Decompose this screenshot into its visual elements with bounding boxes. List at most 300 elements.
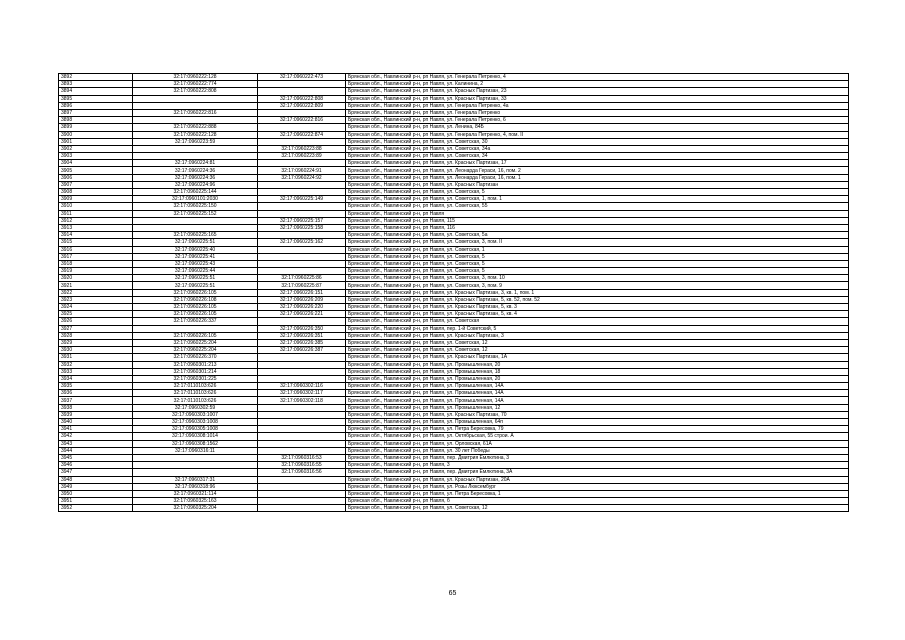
table-row bbox=[59, 447, 849, 454]
row-number-cell: 3927 bbox=[59, 325, 133, 332]
table-row bbox=[59, 174, 849, 181]
address-cell: Брянская обл., Навлинский р-н, рп Навля, б bbox=[346, 498, 849, 505]
table-row bbox=[59, 462, 849, 469]
address-cell: Брянская обл., Навлинский р-н, рп Навля, ул. Советская, 12 bbox=[346, 505, 849, 512]
object-cadastral-number-cell bbox=[258, 426, 346, 433]
address-cell: Брянская обл., Навлинский р-н, рп Навля, ул. Октябрьская, 55 строи. А bbox=[346, 433, 849, 440]
table-row bbox=[59, 304, 849, 311]
address-cell: Брянская обл., Навлинский р-н, рп Навля, ул. Советская, 3, пом. II bbox=[346, 239, 849, 246]
row-number-cell: 3908 bbox=[59, 189, 133, 196]
cadastral-number-cell: 32:17:0110103:626 bbox=[133, 390, 258, 397]
row-number-cell: 3946 bbox=[59, 462, 133, 469]
object-cadastral-number-cell: 32:17:0960226:385 bbox=[258, 339, 346, 346]
table-row bbox=[59, 498, 849, 505]
row-number-cell: 3929 bbox=[59, 339, 133, 346]
cadastral-number-cell: 32:17:0960225:43 bbox=[133, 260, 258, 267]
table-row bbox=[59, 88, 849, 95]
page-number: 65 bbox=[448, 590, 457, 597]
object-cadastral-number-cell: 32:17:0960226:151 bbox=[258, 289, 346, 296]
address-cell: Брянская обл., Навлинский р-н, рп Навля bbox=[346, 210, 849, 217]
row-number-cell: 3915 bbox=[59, 239, 133, 246]
table-row bbox=[59, 131, 849, 138]
table-row bbox=[59, 95, 849, 102]
object-cadastral-number-cell bbox=[258, 253, 346, 260]
row-number-cell: 3906 bbox=[59, 174, 133, 181]
object-cadastral-number-cell bbox=[258, 189, 346, 196]
address-cell: Брянская обл., Навлинский р-н, рп Навля, пер. 1-й Советский, 5 bbox=[346, 325, 849, 332]
address-cell: Брянская обл., Навлинский р-н, рп Навля, ул. Красных Партизан, 5, кв. 3 bbox=[346, 304, 849, 311]
table-row bbox=[59, 397, 849, 404]
address-cell: Брянская обл., Навлинский р-н, рп Навля, ул. Советская, 5 bbox=[346, 189, 849, 196]
cadastral-number-cell: 32:17:0960226:105 bbox=[133, 311, 258, 318]
object-cadastral-number-cell bbox=[258, 160, 346, 167]
cadastral-number-cell: 32:17:0960225:165 bbox=[133, 232, 258, 239]
address-cell: Брянская обл., Навлинский р-н, рп Навля, ул. Промышленная, 20 bbox=[346, 375, 849, 382]
row-number-cell: 3934 bbox=[59, 375, 133, 382]
row-number-cell: 3894 bbox=[59, 88, 133, 95]
table-row bbox=[59, 426, 849, 433]
cadastral-number-cell bbox=[133, 454, 258, 461]
address-cell: Брянская обл., Навлинский р-н, рп Навля, ул. Советская, 34 bbox=[346, 153, 849, 160]
object-cadastral-number-cell bbox=[258, 498, 346, 505]
object-cadastral-number-cell: 32:17:0960225:162 bbox=[258, 239, 346, 246]
table-row bbox=[59, 203, 849, 210]
table-row bbox=[59, 375, 849, 382]
row-number-cell: 3928 bbox=[59, 332, 133, 339]
cadastral-number-cell: 32:17:0960225:40 bbox=[133, 246, 258, 253]
object-cadastral-number-cell bbox=[258, 476, 346, 483]
row-number-cell: 3893 bbox=[59, 81, 133, 88]
row-number-cell: 3931 bbox=[59, 354, 133, 361]
cadastral-number-cell: 32:17:0960226:105 bbox=[133, 332, 258, 339]
address-cell: Брянская обл., Навлинский р-н, рп Навля, ул. Советская, 12 bbox=[346, 339, 849, 346]
table-row bbox=[59, 282, 849, 289]
object-cadastral-number-cell bbox=[258, 419, 346, 426]
table-row bbox=[59, 239, 849, 246]
object-cadastral-number-cell: 32:17:0960222:809 bbox=[258, 102, 346, 109]
object-cadastral-number-cell bbox=[258, 210, 346, 217]
row-number-cell: 3911 bbox=[59, 210, 133, 217]
table-row bbox=[59, 332, 849, 339]
table-row bbox=[59, 210, 849, 217]
object-cadastral-number-cell bbox=[258, 404, 346, 411]
object-cadastral-number-cell bbox=[258, 260, 346, 267]
address-cell: Брянская обл., Навлинский р-н, рп Навля, ул. Красных Партизан, 23 bbox=[346, 88, 849, 95]
object-cadastral-number-cell bbox=[258, 268, 346, 275]
row-number-cell: 3897 bbox=[59, 109, 133, 116]
table-row bbox=[59, 411, 849, 418]
address-cell: Брянская обл., Навлинский р-н, рп Навля, ул. Красных Партизан, 70 bbox=[346, 411, 849, 418]
row-number-cell: 3905 bbox=[59, 167, 133, 174]
object-cadastral-number-cell bbox=[258, 490, 346, 497]
cadastral-number-cell: 32:17:0960225:44 bbox=[133, 268, 258, 275]
table-row bbox=[59, 440, 849, 447]
address-cell: Брянская обл., Навлинский р-н, рп Навля, ул. Красных Партизан bbox=[346, 181, 849, 188]
table-row bbox=[59, 483, 849, 490]
cadastral-number-cell: 32:17:0110103:626 bbox=[133, 397, 258, 404]
cadastral-number-cell: 32:17:0960223:59 bbox=[133, 138, 258, 145]
cadastral-number-cell: 32:17:0960301:213 bbox=[133, 361, 258, 368]
table-row bbox=[59, 404, 849, 411]
address-cell: Брянская обл., Навлинский р-н, рп Навля, ул. Советская bbox=[346, 318, 849, 325]
address-cell: Брянская обл., Навлинский р-н, рп Навля, ул. Генерала Петренко, 4а bbox=[346, 102, 849, 109]
table-row bbox=[59, 124, 849, 131]
row-number-cell: 3899 bbox=[59, 124, 133, 131]
table-row bbox=[59, 390, 849, 397]
cadastral-number-cell bbox=[133, 224, 258, 231]
cadastral-number-cell: 32:17:0960303:1007 bbox=[133, 411, 258, 418]
address-cell: Брянская обл., Навлинский р-н, рп Навля, ул. Петра Бересовка, 1 bbox=[346, 490, 849, 497]
row-number-cell: 3895 bbox=[59, 95, 133, 102]
object-cadastral-number-cell: 32:17:0960226:351 bbox=[258, 332, 346, 339]
row-number-cell: 3913 bbox=[59, 224, 133, 231]
address-cell: Брянская обл., Навлинский р-н, рп Навля, ул. Советская, 12 bbox=[346, 347, 849, 354]
object-cadastral-number-cell bbox=[258, 447, 346, 454]
address-cell: Брянская обл., Навлинский р-н, рп Навля, ул. Советская, 55 bbox=[346, 203, 849, 210]
table-row bbox=[59, 117, 849, 124]
address-cell: Брянская обл., Навлинский р-н, рп Навля, ул. Промышленная, 14А bbox=[346, 383, 849, 390]
address-cell: Брянская обл., Навлинский р-н, рп Навля, ул. Леонарда Гераси, 16, пом. 1 bbox=[346, 174, 849, 181]
row-number-cell: 3909 bbox=[59, 196, 133, 203]
object-cadastral-number-cell bbox=[258, 81, 346, 88]
cadastral-number-cell: 32:17:0960225:152 bbox=[133, 210, 258, 217]
object-cadastral-number-cell: 32:17:0960302:117 bbox=[258, 390, 346, 397]
row-number-cell: 3937 bbox=[59, 397, 133, 404]
address-cell: Брянская обл., Навлинский р-н, рп Навля, ул. 30 лет Победы bbox=[346, 447, 849, 454]
table-row bbox=[59, 253, 849, 260]
row-number-cell: 3941 bbox=[59, 426, 133, 433]
table-row bbox=[59, 81, 849, 88]
object-cadastral-number-cell: 32:17:0960302:116 bbox=[258, 383, 346, 390]
cadastral-number-cell: 32:17:0960226:105 bbox=[133, 304, 258, 311]
table-row bbox=[59, 490, 849, 497]
address-cell: Брянская обл., Навлинский р-н, рп Навля, ул. Красных Партизан, 1А bbox=[346, 354, 849, 361]
object-cadastral-number-cell bbox=[258, 138, 346, 145]
object-cadastral-number-cell: 32:17:0960222:816 bbox=[258, 117, 346, 124]
object-cadastral-number-cell: 32:17:0960223:89 bbox=[258, 153, 346, 160]
object-cadastral-number-cell: 32:17:0960222:473 bbox=[258, 74, 346, 81]
cadastral-number-cell: 32:17:0960225:51 bbox=[133, 282, 258, 289]
row-number-cell: 3912 bbox=[59, 217, 133, 224]
object-cadastral-number-cell: 32:17:0960225:158 bbox=[258, 224, 346, 231]
row-number-cell: 3902 bbox=[59, 145, 133, 152]
row-number-cell: 3939 bbox=[59, 411, 133, 418]
row-number-cell: 3918 bbox=[59, 260, 133, 267]
cadastral-number-cell: 32:17:0960226:105 bbox=[133, 289, 258, 296]
row-number-cell: 3943 bbox=[59, 440, 133, 447]
object-cadastral-number-cell bbox=[258, 246, 346, 253]
address-cell: Брянская обл., Навлинский р-н, рп Навля, 116 bbox=[346, 224, 849, 231]
cadastral-number-cell: 32:17:0960224:36 bbox=[133, 167, 258, 174]
cadastral-number-cell: 32:17:0960224:81 bbox=[133, 160, 258, 167]
row-number-cell: 3900 bbox=[59, 131, 133, 138]
address-cell: Брянская обл., Навлинский р-н, рп Навля, ул. Генерала Петренко, 6 bbox=[346, 117, 849, 124]
table-row bbox=[59, 145, 849, 152]
cadastral-number-cell: 32:17:0960308:1562 bbox=[133, 440, 258, 447]
address-cell: Брянская обл., Навлинский р-н, рп Навля, 3 bbox=[346, 462, 849, 469]
object-cadastral-number-cell: 32:17:0960316:56 bbox=[258, 469, 346, 476]
cadastral-number-cell: 32:17:0960222:808 bbox=[133, 88, 258, 95]
address-cell: Брянская обл., Навлинский р-н, рп Навля, ул. Советская, 30 bbox=[346, 138, 849, 145]
object-cadastral-number-cell bbox=[258, 433, 346, 440]
table-row bbox=[59, 325, 849, 332]
cadastral-number-cell: 32:17:0960325:204 bbox=[133, 505, 258, 512]
table-row bbox=[59, 339, 849, 346]
address-cell: Брянская обл., Навлинский р-н, рп Навля, ул. Красных Партизан, 5, кв. 52, пом. 52 bbox=[346, 296, 849, 303]
cadastral-number-cell: 32:17:0960224:36 bbox=[133, 174, 258, 181]
object-cadastral-number-cell bbox=[258, 375, 346, 382]
table-row bbox=[59, 318, 849, 325]
object-cadastral-number-cell: 32:17:0960225:157 bbox=[258, 217, 346, 224]
row-number-cell: 3916 bbox=[59, 246, 133, 253]
table-row bbox=[59, 160, 849, 167]
row-number-cell: 3907 bbox=[59, 181, 133, 188]
object-cadastral-number-cell bbox=[258, 181, 346, 188]
cadastral-number-cell bbox=[133, 95, 258, 102]
row-number-cell: 3938 bbox=[59, 404, 133, 411]
object-cadastral-number-cell: 32:17:0960224:92 bbox=[258, 174, 346, 181]
address-cell: Брянская обл., Навлинский р-н, рп Навля, ул. Генерала Петренко bbox=[346, 109, 849, 116]
row-number-cell: 3932 bbox=[59, 361, 133, 368]
cadastral-number-cell bbox=[133, 145, 258, 152]
table-row bbox=[59, 260, 849, 267]
cadastral-number-cell: 32:17:0960308:1014 bbox=[133, 433, 258, 440]
cadastral-number-cell: 32:17:0960225:51 bbox=[133, 239, 258, 246]
address-cell: Брянская обл., Навлинский р-н, рп Навля, ул. Промышленная, 14А bbox=[346, 390, 849, 397]
row-number-cell: 3917 bbox=[59, 253, 133, 260]
address-cell: Брянская обл., Навлинский р-н, рп Навля, ул. Красных Партизан, 3, кв. 1, пом. 1 bbox=[346, 289, 849, 296]
row-number-cell: 3951 bbox=[59, 498, 133, 505]
object-cadastral-number-cell bbox=[258, 354, 346, 361]
object-cadastral-number-cell bbox=[258, 203, 346, 210]
cadastral-number-cell: 32:17:0960222:774 bbox=[133, 81, 258, 88]
object-cadastral-number-cell bbox=[258, 440, 346, 447]
table-row bbox=[59, 232, 849, 239]
cadastral-number-cell: 32:17:0960224:96 bbox=[133, 181, 258, 188]
object-cadastral-number-cell: 32:17:0960226:387 bbox=[258, 347, 346, 354]
address-cell: Брянская обл., Навлинский р-н, рп Навля, 115 bbox=[346, 217, 849, 224]
cadastral-number-cell: 32:17:0960301:214 bbox=[133, 368, 258, 375]
object-cadastral-number-cell: 32:17:0960222:808 bbox=[258, 95, 346, 102]
row-number-cell: 3944 bbox=[59, 447, 133, 454]
address-cell: Брянская обл., Навлинский р-н, рп Навля, ул. Советская, 1, пом. 1 bbox=[346, 196, 849, 203]
object-cadastral-number-cell: 32:17:0960225:87 bbox=[258, 282, 346, 289]
table-row bbox=[59, 296, 849, 303]
object-cadastral-number-cell: 32:17:0960302:118 bbox=[258, 397, 346, 404]
address-cell: Брянская обл., Навлинский р-н, рп Навля, ул. Калинина, 2 bbox=[346, 81, 849, 88]
table-row bbox=[59, 153, 849, 160]
cadastral-number-cell bbox=[133, 117, 258, 124]
cadastral-number-cell: 32:17:0960226:337 bbox=[133, 318, 258, 325]
table-row bbox=[59, 189, 849, 196]
table-row bbox=[59, 361, 849, 368]
object-cadastral-number-cell: 32:17:0960316:53 bbox=[258, 454, 346, 461]
address-cell: Брянская обл., Навлинский р-н, рп Навля, ул. Генерала Петренко, 4, пом. II bbox=[346, 131, 849, 138]
cadastral-number-cell: 32:17:0960225:41 bbox=[133, 253, 258, 260]
table-row bbox=[59, 109, 849, 116]
table-row bbox=[59, 74, 849, 81]
row-number-cell: 3892 bbox=[59, 74, 133, 81]
register-table bbox=[58, 73, 849, 512]
table-row bbox=[59, 368, 849, 375]
row-number-cell: 3952 bbox=[59, 505, 133, 512]
object-cadastral-number-cell: 32:17:0960223:88 bbox=[258, 145, 346, 152]
row-number-cell: 3950 bbox=[59, 490, 133, 497]
row-number-cell: 3936 bbox=[59, 390, 133, 397]
table-row bbox=[59, 289, 849, 296]
address-cell: Брянская обл., Навлинский р-н, рп Навля, ул. Советская, 5 bbox=[346, 260, 849, 267]
cadastral-number-cell: 32:17:0960225:204 bbox=[133, 339, 258, 346]
table-row bbox=[59, 419, 849, 426]
row-number-cell: 3940 bbox=[59, 419, 133, 426]
address-cell: Брянская обл., Навлинский р-н, рп Навля, ул. Советская, 5а bbox=[346, 232, 849, 239]
address-cell: Брянская обл., Навлинский р-н, рп Навля, ул. Красных Партизан, 3 bbox=[346, 332, 849, 339]
address-cell: Брянская обл., Навлинский р-н, рп Навля, ул. Советская, 3, пом. 10 bbox=[346, 275, 849, 282]
row-number-cell: 3933 bbox=[59, 368, 133, 375]
address-cell: Брянская обл., Навлинский р-н, рп Навля, ул. Советская, 1 bbox=[346, 246, 849, 253]
cadastral-number-cell: 32:17:0960225:51 bbox=[133, 275, 258, 282]
cadastral-number-cell: 32:17:0960301:225 bbox=[133, 375, 258, 382]
row-number-cell: 3904 bbox=[59, 160, 133, 167]
row-number-cell: 3903 bbox=[59, 153, 133, 160]
object-cadastral-number-cell bbox=[258, 109, 346, 116]
object-cadastral-number-cell: 32:17:0960225:149 bbox=[258, 196, 346, 203]
cadastral-number-cell: 32:17:0960101:2030 bbox=[133, 196, 258, 203]
table-row bbox=[59, 102, 849, 109]
address-cell: Брянская обл., Навлинский р-н, рп Навля, пер. Дмитрия Емлютина, 3А bbox=[346, 469, 849, 476]
cadastral-number-cell bbox=[133, 462, 258, 469]
row-number-cell: 3922 bbox=[59, 289, 133, 296]
address-cell: Брянская обл., Навлинский р-н, рп Навля, ул. Советская, 5 bbox=[346, 268, 849, 275]
address-cell: Брянская обл., Навлинский р-н, рп Навля, ул. Красных Партизан, 33 bbox=[346, 95, 849, 102]
table-row bbox=[59, 505, 849, 512]
object-cadastral-number-cell: 32:17:0960224:91 bbox=[258, 167, 346, 174]
table-row bbox=[59, 246, 849, 253]
address-cell: Брянская обл., Навлинский р-н, рп Навля, ул. Красных Партизан, 5, кв. 4 bbox=[346, 311, 849, 318]
row-number-cell: 3947 bbox=[59, 469, 133, 476]
row-number-cell: 3923 bbox=[59, 296, 133, 303]
table-row bbox=[59, 275, 849, 282]
row-number-cell: 3945 bbox=[59, 454, 133, 461]
table-row bbox=[59, 311, 849, 318]
row-number-cell: 3948 bbox=[59, 476, 133, 483]
row-number-cell: 3914 bbox=[59, 232, 133, 239]
cadastral-number-cell: 32:17:0960222:888 bbox=[133, 124, 258, 131]
cadastral-number-cell: 32:17:0960222:128 bbox=[133, 131, 258, 138]
cadastral-number-cell: 32:17:0960222:128 bbox=[133, 74, 258, 81]
object-cadastral-number-cell: 32:17:0960316:55 bbox=[258, 462, 346, 469]
table-row bbox=[59, 167, 849, 174]
cadastral-number-cell: 32:17:0960303:1008 bbox=[133, 419, 258, 426]
address-cell: Брянская обл., Навлинский р-н, рп Навля, ул. Красных Партизан, 20А bbox=[346, 476, 849, 483]
row-number-cell: 3935 bbox=[59, 383, 133, 390]
address-cell: Брянская обл., Навлинский р-н, рп Навля, ул. Промышленная, 12 bbox=[346, 404, 849, 411]
table-row bbox=[59, 433, 849, 440]
address-cell: Брянская обл., Навлинский р-н, рп Навля, ул. Советская, 3, пом. 9 bbox=[346, 282, 849, 289]
cadastral-number-cell: 32:17:0960225:144 bbox=[133, 189, 258, 196]
address-cell: Брянская обл., Навлинский р-н, рп Навля, ул. Советская, 34а bbox=[346, 145, 849, 152]
object-cadastral-number-cell bbox=[258, 124, 346, 131]
object-cadastral-number-cell: 32:17:0960226:209 bbox=[258, 296, 346, 303]
table-row bbox=[59, 347, 849, 354]
row-number-cell: 3896 bbox=[59, 102, 133, 109]
register-table-body bbox=[59, 74, 849, 512]
address-cell: Брянская обл., Навлинский р-н, рп Навля, ул. Розы Люксембург bbox=[346, 483, 849, 490]
cadastral-number-cell: 32:17:0960225:204 bbox=[133, 347, 258, 354]
cadastral-number-cell bbox=[133, 325, 258, 332]
address-cell: Брянская обл., Навлинский р-н, рп Навля, ул. Орловская, 61А bbox=[346, 440, 849, 447]
row-number-cell: 3921 bbox=[59, 282, 133, 289]
object-cadastral-number-cell bbox=[258, 505, 346, 512]
address-cell: Брянская обл., Навлинский р-н, рп Навля, ул. Леонарда Гераси, 16, пом. 2 bbox=[346, 167, 849, 174]
cadastral-number-cell bbox=[133, 469, 258, 476]
cadastral-number-cell: 32:17:0960318:96 bbox=[133, 483, 258, 490]
table-row bbox=[59, 354, 849, 361]
row-number-cell: 3924 bbox=[59, 304, 133, 311]
table-row bbox=[59, 224, 849, 231]
object-cadastral-number-cell: 32:17:0960222:874 bbox=[258, 131, 346, 138]
table-row bbox=[59, 138, 849, 145]
object-cadastral-number-cell bbox=[258, 232, 346, 239]
address-cell: Брянская обл., Навлинский р-н, рп Навля, ул. Петра Бересовка, 79 bbox=[346, 426, 849, 433]
table-row bbox=[59, 268, 849, 275]
table-row bbox=[59, 476, 849, 483]
table-row bbox=[59, 181, 849, 188]
row-number-cell: 3898 bbox=[59, 117, 133, 124]
cadastral-number-cell: 32:17:0110103:626 bbox=[133, 383, 258, 390]
cadastral-number-cell: 32:17:0960305:1008 bbox=[133, 426, 258, 433]
object-cadastral-number-cell bbox=[258, 318, 346, 325]
cadastral-number-cell: 32:17:0960321:114 bbox=[133, 490, 258, 497]
address-cell: Брянская обл., Навлинский р-н, рп Навля, ул. Генерала Петренко, 4 bbox=[346, 74, 849, 81]
address-cell: Брянская обл., Навлинский р-н, рп Навля, ул. Промышленная, 20 bbox=[346, 361, 849, 368]
cadastral-number-cell: 32:17:0960302:59 bbox=[133, 404, 258, 411]
row-number-cell: 3930 bbox=[59, 347, 133, 354]
cadastral-number-cell: 32:17:0960226:370 bbox=[133, 354, 258, 361]
object-cadastral-number-cell bbox=[258, 483, 346, 490]
row-number-cell: 3910 bbox=[59, 203, 133, 210]
object-cadastral-number-cell bbox=[258, 361, 346, 368]
object-cadastral-number-cell bbox=[258, 368, 346, 375]
row-number-cell: 3919 bbox=[59, 268, 133, 275]
cadastral-number-cell bbox=[133, 102, 258, 109]
row-number-cell: 3949 bbox=[59, 483, 133, 490]
cadastral-number-cell: 32:17:0960226:108 bbox=[133, 296, 258, 303]
object-cadastral-number-cell bbox=[258, 411, 346, 418]
cadastral-number-cell bbox=[133, 153, 258, 160]
cadastral-number-cell: 32:17:0960225:150 bbox=[133, 203, 258, 210]
row-number-cell: 3925 bbox=[59, 311, 133, 318]
cadastral-number-cell bbox=[133, 217, 258, 224]
cadastral-number-cell: 32:17:0960325:163 bbox=[133, 498, 258, 505]
object-cadastral-number-cell: 32:17:0960226:350 bbox=[258, 325, 346, 332]
table-row bbox=[59, 454, 849, 461]
address-cell: Брянская обл., Навлинский р-н, рп Навля, ул. Ленина, 84Б bbox=[346, 124, 849, 131]
object-cadastral-number-cell: 32:17:0960225:86 bbox=[258, 275, 346, 282]
address-cell: Брянская обл., Навлинский р-н, рп Навля, ул. Советская, 5 bbox=[346, 253, 849, 260]
object-cadastral-number-cell: 32:17:0960226:220 bbox=[258, 304, 346, 311]
address-cell: Брянская обл., Навлинский р-н, рп Навля, ул. Промышленная, 18 bbox=[346, 368, 849, 375]
cadastral-number-cell: 32:17:0960316:11 bbox=[133, 447, 258, 454]
address-cell: Брянская обл., Навлинский р-н, рп Навля, ул. Промышленная, 14А bbox=[346, 397, 849, 404]
address-cell: Брянская обл., Навлинский р-н, рп Навля, ул. Промышленная, 64п bbox=[346, 419, 849, 426]
table-row bbox=[59, 196, 849, 203]
row-number-cell: 3920 bbox=[59, 275, 133, 282]
table-row bbox=[59, 469, 849, 476]
table-row bbox=[59, 217, 849, 224]
row-number-cell: 3901 bbox=[59, 138, 133, 145]
cadastral-number-cell: 32:17:0960317:31 bbox=[133, 476, 258, 483]
